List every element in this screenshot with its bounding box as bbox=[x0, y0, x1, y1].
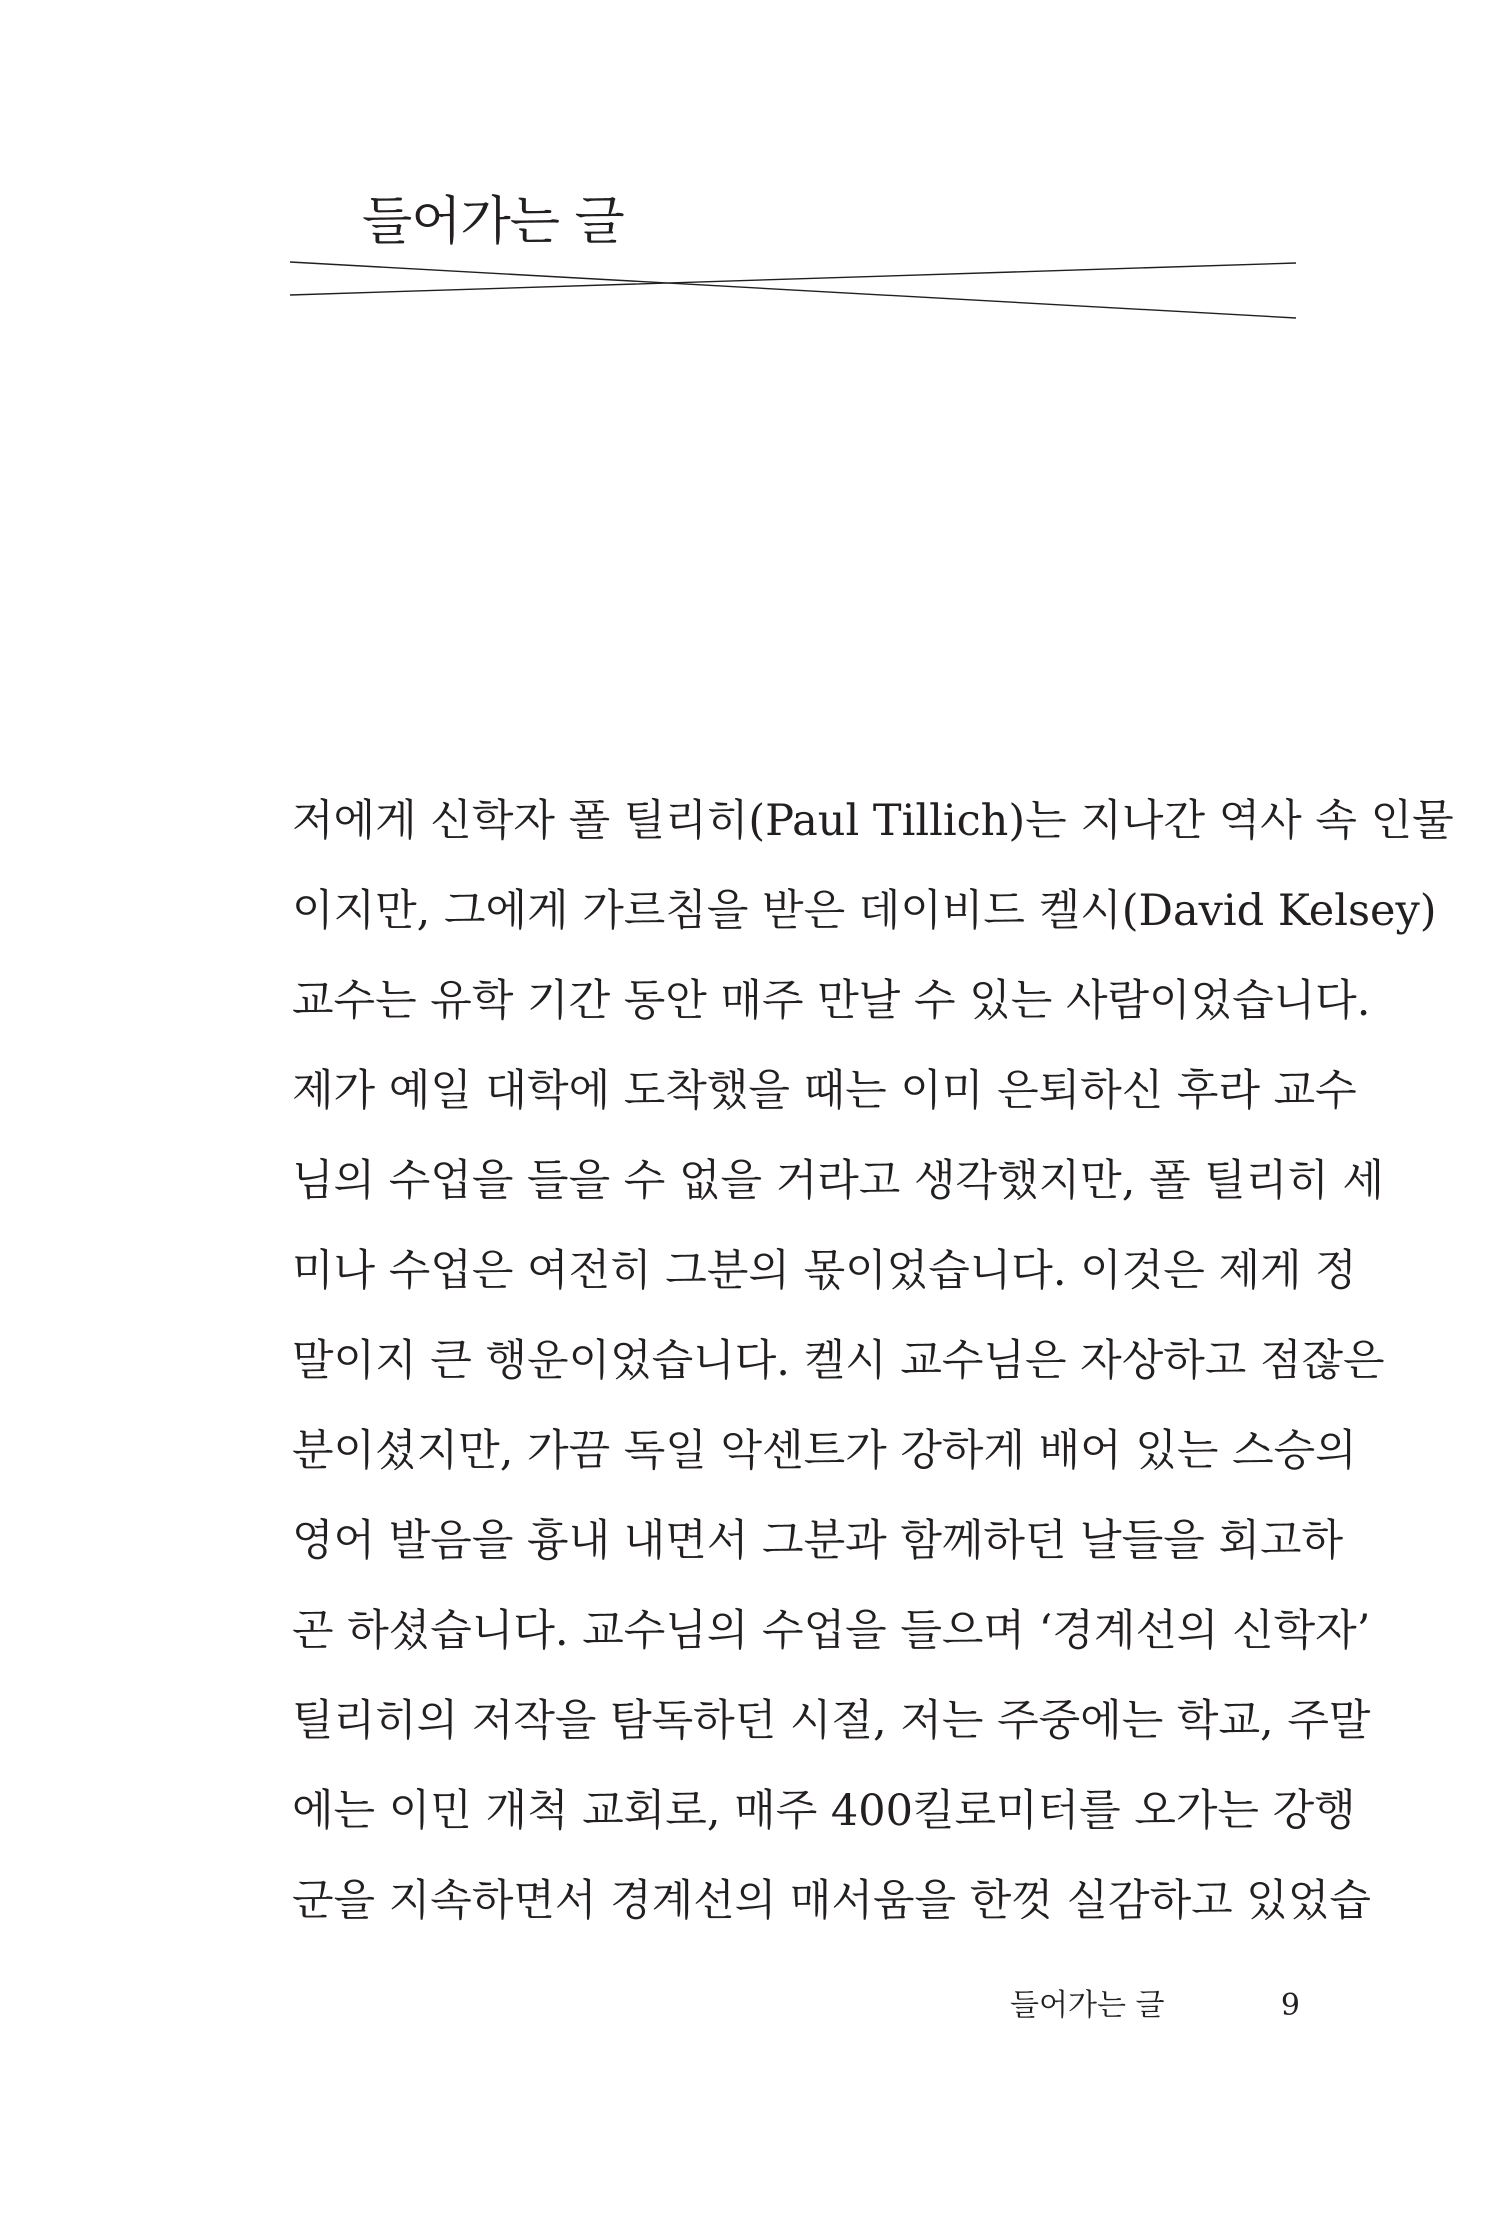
body-line: 저에게 신학자 폴 틸리히(Paul Tillich)는 지나간 역사 속 인물 bbox=[292, 796, 1454, 846]
body-line: 님의 수업을 들을 수 없을 거라고 생각했지만, 폴 틸리히 세 bbox=[292, 1156, 1385, 1206]
body-line: 곤 하셨습니다. 교수님의 수업을 들으며 ‘경계선의 신학자’ bbox=[292, 1606, 1371, 1656]
body-line: 영어 발음을 흉내 내면서 그분과 함께하던 날들을 회고하 bbox=[292, 1516, 1344, 1566]
body-line: 이지만, 그에게 가르침을 받은 데이비드 켈시(David Kelsey) bbox=[292, 886, 1437, 936]
body-line: 분이셨지만, 가끔 독일 악센트가 강하게 배어 있는 스승의 bbox=[292, 1426, 1357, 1476]
page-number: 9 bbox=[1280, 1988, 1300, 2023]
body-line: 교수는 유학 기간 동안 매주 만날 수 있는 사람이었습니다. bbox=[292, 976, 1371, 1026]
body-line: 군을 지속하면서 경계선의 매서움을 한껏 실감하고 있었습 bbox=[292, 1876, 1371, 1926]
body-line: 에는 이민 개척 교회로, 매주 400킬로미터를 오가는 강행 bbox=[292, 1786, 1356, 1836]
crossed-title-rules bbox=[0, 0, 1512, 340]
page-footer bbox=[1010, 1984, 1300, 2034]
running-title: 들어가는 글 bbox=[1010, 1988, 1165, 2023]
body-line: 미나 수업은 여전히 그분의 몫이었습니다. 이것은 제게 정 bbox=[292, 1246, 1357, 1296]
body-text bbox=[292, 776, 1454, 1946]
chapter-title: 들어가는 글 bbox=[362, 192, 624, 252]
body-line: 틸리히의 저작을 탐독하던 시절, 저는 주중에는 학교, 주말 bbox=[292, 1696, 1371, 1746]
body-line: 말이지 큰 행운이었습니다. 켈시 교수님은 자상하고 점잖은 bbox=[292, 1336, 1385, 1386]
body-line: 제가 예일 대학에 도착했을 때는 이미 은퇴하신 후라 교수 bbox=[292, 1066, 1357, 1116]
